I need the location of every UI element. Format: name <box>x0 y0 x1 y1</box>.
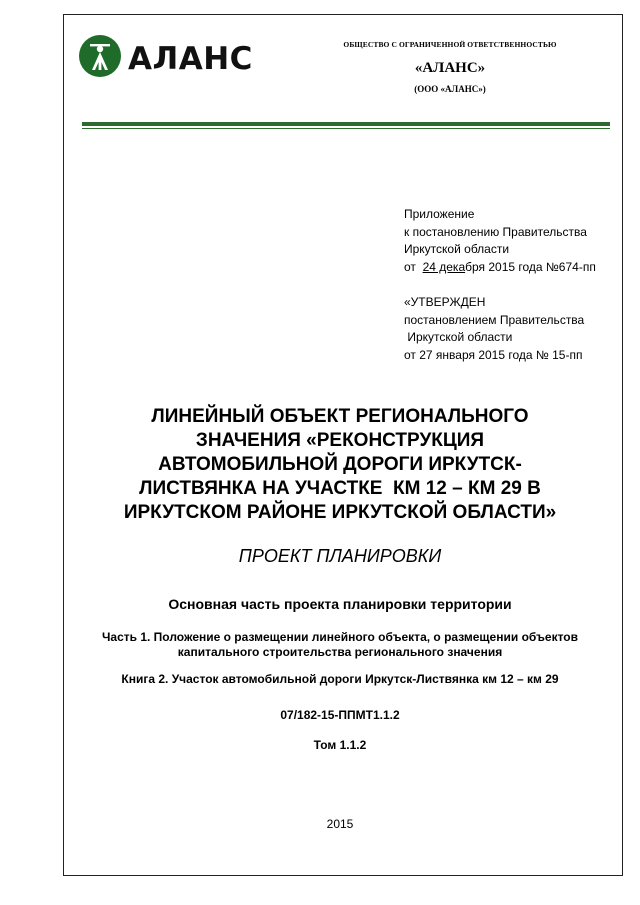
org-name: «АЛАНС» <box>414 60 486 76</box>
company-logo <box>78 34 278 84</box>
title-line: АВТОМОБИЛЬНОЙ ДОРОГИ ИРКУТСК- <box>158 454 522 475</box>
document-subtitle: ПРОЕКТ ПЛАНИРОВКИ <box>238 546 442 566</box>
appendix-date-underlined: 24 дека <box>422 259 466 274</box>
document-title <box>90 405 590 525</box>
org-type: ОБЩЕСТВО С ОГРАНИЧЕННОЙ ОТВЕТСТВЕННОСТЬЮ <box>343 40 557 49</box>
appendix-line: к постановлению Правительства <box>404 224 587 239</box>
title-line: ИРКУТСКОМ РАЙОНЕ ИРКУТСКОЙ ОБЛАСТИ» <box>123 502 557 523</box>
approval-line: от 27 января 2015 года № 15-пп <box>404 347 583 362</box>
part-heading <box>80 630 600 660</box>
title-line: ЛИСТВЯНКА НА УЧАСТКЕ КМ 12 – КМ 29 В <box>139 478 541 499</box>
appendix-line: Приложение <box>404 207 475 221</box>
approval-line: Иркутской области <box>404 330 513 344</box>
approval-line: «УТВЕРЖДЕН <box>404 295 486 309</box>
approval-block <box>404 294 584 364</box>
appendix-line: Иркутской области <box>404 242 510 256</box>
title-line: ЛИНЕЙНЫЙ ОБЪЕКТ РЕГИОНАЛЬНОГО <box>151 406 529 427</box>
org-short-name: (ООО «АЛАНС») <box>414 84 486 94</box>
alans-logo-icon <box>78 34 122 78</box>
title-line: ЗНАЧЕНИЯ «РЕКОНСТРУКЦИЯ <box>195 430 485 451</box>
section-heading: Основная часть проекта планировки территории <box>168 596 512 612</box>
approval-line: постановлением Правительства <box>404 312 585 327</box>
book-heading: Книга 2. Участок автомобильной дороги Иркутск-Листвянка км 12 – км 29 <box>121 672 559 686</box>
volume-label: Том 1.1.2 <box>313 738 367 752</box>
header-rule-thick <box>82 122 610 126</box>
logo-text: АЛАНС <box>128 41 253 77</box>
appendix-date <box>404 259 596 277</box>
appendix-block <box>404 206 596 276</box>
part-line: капитального строительства регионального значения <box>177 645 503 659</box>
part-line: Часть 1. Положение о размещении линейного объекта, о размещении объектов <box>101 630 579 644</box>
document-year: 2015 <box>326 817 354 831</box>
document-code: 07/182-15-ППМТ1.1.2 <box>280 708 400 722</box>
header-rule-thin <box>82 128 610 129</box>
appendix-date-rest: бря 2015 года №674-пп <box>465 259 596 274</box>
appendix-date-prefix: от <box>404 259 416 274</box>
